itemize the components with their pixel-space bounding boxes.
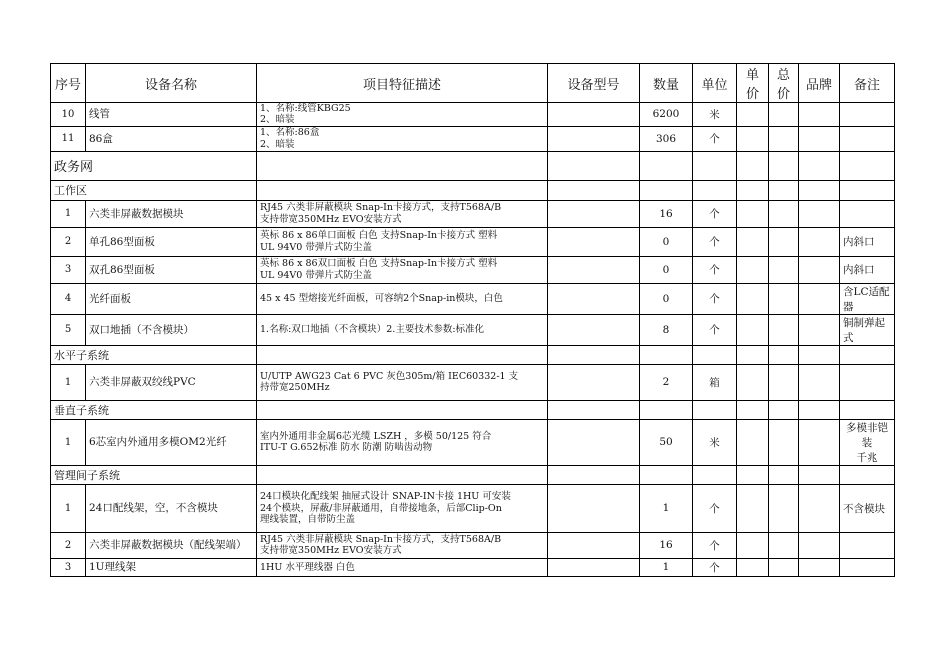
- seq-cell: 10: [51, 103, 86, 127]
- model-cell: [548, 314, 640, 345]
- total-price-cell: [769, 532, 799, 558]
- remarks-cell: 铜制弹起式: [840, 314, 895, 345]
- unit-price-cell: [737, 200, 769, 227]
- total-price-cell: [769, 558, 799, 576]
- quantity-cell: 16: [640, 200, 693, 227]
- remarks-cell: [840, 345, 895, 364]
- seq-cell: 11: [51, 126, 86, 151]
- remarks-cell: 含LC适配器: [840, 283, 895, 314]
- total-price-cell: [769, 465, 799, 484]
- description-cell: 1HU 水平理线器 白色: [257, 558, 548, 576]
- brand-cell: [799, 364, 840, 400]
- unit-price-cell: [737, 180, 769, 200]
- unit-price-cell: [737, 126, 769, 151]
- brand-cell: [799, 227, 840, 256]
- seq-cell: 4: [51, 283, 86, 314]
- quantity-cell: 0: [640, 283, 693, 314]
- table-row: [51, 103, 895, 127]
- remarks-cell: [840, 558, 895, 576]
- quantity-cell: 0: [640, 227, 693, 256]
- table-row: [51, 227, 895, 256]
- description-cell: U/UTP AWG23 Cat 6 PVC 灰色305m/箱 IEC60332-1 支 持带宽250MHz: [257, 364, 548, 400]
- remarks-cell: [840, 465, 895, 484]
- quantity-cell: [640, 345, 693, 364]
- total-price-cell: [769, 103, 799, 127]
- table-row: [51, 256, 895, 283]
- quantity-cell: 0: [640, 256, 693, 283]
- seq-cell: 1: [51, 364, 86, 400]
- device-name-cell: 双口地插（不含模块）: [86, 314, 257, 345]
- model-cell: [548, 484, 640, 532]
- brand-cell: [799, 200, 840, 227]
- brand-cell: [799, 151, 840, 180]
- remarks-cell: 内斜口: [840, 256, 895, 283]
- table-body: [51, 103, 895, 577]
- model-cell: [548, 103, 640, 127]
- table-row: [51, 200, 895, 227]
- description-cell: [257, 400, 548, 419]
- unit-cell: 个: [693, 283, 737, 314]
- brand-cell: [799, 103, 840, 127]
- description-cell: RJ45 六类非屏蔽模块 Snap-In卡接方式，支持T568A/B 支持带宽350MHz EVO安装方式: [257, 200, 548, 227]
- table-row: [51, 484, 895, 532]
- section-label: 管理间子系统: [51, 465, 257, 484]
- model-cell: [548, 532, 640, 558]
- unit-cell: 个: [693, 314, 737, 345]
- unit-price-cell: [737, 400, 769, 419]
- unit-cell: [693, 180, 737, 200]
- total-price-cell: [769, 151, 799, 180]
- total-price-cell: [769, 227, 799, 256]
- remarks-cell: 内斜口: [840, 227, 895, 256]
- remarks-cell: [840, 151, 895, 180]
- description-cell: 1.名称:双口地插（不含模块）2.主要技术参数:标准化: [257, 314, 548, 345]
- description-cell: RJ45 六类非屏蔽模块 Snap-In卡接方式，支持T568A/B 支持带宽350MHz EVO安装方式: [257, 532, 548, 558]
- remarks-cell: [840, 364, 895, 400]
- header-seq: 序号: [51, 64, 86, 103]
- description-cell: 1、名称:线管KBG25 2、暗装: [257, 103, 548, 127]
- model-cell: [548, 465, 640, 484]
- description-cell: 英标 86 x 86双口面板 白色 支持Snap-In卡接方式 塑料 UL 94V0 带弹片式防尘盖: [257, 256, 548, 283]
- unit-price-cell: [737, 314, 769, 345]
- unit-cell: 个: [693, 200, 737, 227]
- total-price-cell: [769, 283, 799, 314]
- table-row: [51, 419, 895, 465]
- device-name-cell: 双孔86型面板: [86, 256, 257, 283]
- remarks-cell: [840, 103, 895, 127]
- unit-cell: 个: [693, 256, 737, 283]
- brand-cell: [799, 345, 840, 364]
- model-cell: [548, 151, 640, 180]
- seq-cell: 2: [51, 532, 86, 558]
- table-row: [51, 364, 895, 400]
- model-cell: [548, 558, 640, 576]
- description-cell: [257, 151, 548, 180]
- unit-cell: [693, 151, 737, 180]
- seq-cell: 2: [51, 227, 86, 256]
- total-price-cell: [769, 256, 799, 283]
- remarks-cell: [840, 400, 895, 419]
- remarks-cell: [840, 200, 895, 227]
- quantity-cell: 6200: [640, 103, 693, 127]
- unit-price-cell: [737, 227, 769, 256]
- remarks-cell: [840, 532, 895, 558]
- section-row: [51, 151, 895, 180]
- description-cell: [257, 465, 548, 484]
- unit-price-cell: [737, 345, 769, 364]
- total-price-cell: [769, 314, 799, 345]
- header-unit-price: 单价: [737, 64, 769, 103]
- quantity-cell: 8: [640, 314, 693, 345]
- header-brand: 品牌: [799, 64, 840, 103]
- seq-cell: 3: [51, 256, 86, 283]
- model-cell: [548, 283, 640, 314]
- header-remarks: 备注: [840, 64, 895, 103]
- model-cell: [548, 227, 640, 256]
- total-price-cell: [769, 200, 799, 227]
- unit-price-cell: [737, 103, 769, 127]
- description-cell: 24口模块化配线架 抽屉式设计 SNAP-IN卡接 1HU 可安装 24个模块，屏蔽/非屏蔽通用，自带接地条，后部Clip-On 理线装置，自带防尘盖: [257, 484, 548, 532]
- description-cell: 室内外通用非金属6芯光缆 LSZH ，多模 50/125 符合 ITU-T G.652标准 防水 防潮 防啮齿动物: [257, 419, 548, 465]
- header-description: 项目特征描述: [257, 64, 548, 103]
- brand-cell: [799, 283, 840, 314]
- seq-cell: 1: [51, 200, 86, 227]
- description-cell: 英标 86 x 86单口面板 白色 支持Snap-In卡接方式 塑料 UL 94V0 带弹片式防尘盖: [257, 227, 548, 256]
- unit-price-cell: [737, 256, 769, 283]
- unit-cell: 米: [693, 419, 737, 465]
- model-cell: [548, 419, 640, 465]
- unit-cell: [693, 400, 737, 419]
- model-cell: [548, 256, 640, 283]
- unit-cell: 个: [693, 227, 737, 256]
- quantity-cell: [640, 151, 693, 180]
- total-price-cell: [769, 364, 799, 400]
- total-price-cell: [769, 126, 799, 151]
- quantity-cell: [640, 400, 693, 419]
- section-label: 政务网: [51, 151, 257, 180]
- brand-cell: [799, 532, 840, 558]
- section-row: [51, 400, 895, 419]
- total-price-cell: [769, 400, 799, 419]
- unit-cell: 米: [693, 103, 737, 127]
- header-unit: 单位: [693, 64, 737, 103]
- quantity-cell: 306: [640, 126, 693, 151]
- total-price-cell: [769, 180, 799, 200]
- quantity-cell: [640, 180, 693, 200]
- unit-cell: 个: [693, 484, 737, 532]
- table-row: [51, 532, 895, 558]
- device-name-cell: 线管: [86, 103, 257, 127]
- section-label: 水平子系统: [51, 345, 257, 364]
- device-name-cell: 光纤面板: [86, 283, 257, 314]
- brand-cell: [799, 558, 840, 576]
- section-row: [51, 465, 895, 484]
- section-row: [51, 180, 895, 200]
- device-name-cell: 六类非屏蔽数据模块（配线架端）: [86, 532, 257, 558]
- brand-cell: [799, 465, 840, 484]
- unit-cell: 个: [693, 532, 737, 558]
- model-cell: [548, 400, 640, 419]
- equipment-table: [50, 63, 895, 577]
- unit-price-cell: [737, 484, 769, 532]
- brand-cell: [799, 419, 840, 465]
- table-row: [51, 126, 895, 151]
- unit-price-cell: [737, 283, 769, 314]
- device-name-cell: 单孔86型面板: [86, 227, 257, 256]
- brand-cell: [799, 180, 840, 200]
- unit-cell: [693, 465, 737, 484]
- quantity-cell: [640, 465, 693, 484]
- device-name-cell: 六类非屏蔽双绞线PVC: [86, 364, 257, 400]
- table-row: [51, 283, 895, 314]
- device-name-cell: 86盒: [86, 126, 257, 151]
- brand-cell: [799, 314, 840, 345]
- model-cell: [548, 180, 640, 200]
- unit-cell: [693, 345, 737, 364]
- unit-price-cell: [737, 419, 769, 465]
- unit-cell: 个: [693, 558, 737, 576]
- unit-price-cell: [737, 465, 769, 484]
- header-model: 设备型号: [548, 64, 640, 103]
- brand-cell: [799, 256, 840, 283]
- quantity-cell: 2: [640, 364, 693, 400]
- seq-cell: 3: [51, 558, 86, 576]
- brand-cell: [799, 400, 840, 419]
- model-cell: [548, 200, 640, 227]
- device-name-cell: 24口配线架，空，不含模块: [86, 484, 257, 532]
- header-total-price: 总价: [769, 64, 799, 103]
- unit-cell: 个: [693, 126, 737, 151]
- description-cell: 45 x 45 型熔接光纤面板，可容纳2个Snap-in模块，白色: [257, 283, 548, 314]
- table-row: [51, 314, 895, 345]
- device-name-cell: 六类非屏蔽数据模块: [86, 200, 257, 227]
- seq-cell: 1: [51, 419, 86, 465]
- model-cell: [548, 126, 640, 151]
- total-price-cell: [769, 484, 799, 532]
- table-row: [51, 558, 895, 576]
- description-cell: 1、名称:86盒 2、暗装: [257, 126, 548, 151]
- brand-cell: [799, 126, 840, 151]
- description-cell: [257, 345, 548, 364]
- quantity-cell: 16: [640, 532, 693, 558]
- remarks-cell: [840, 126, 895, 151]
- remarks-cell: [840, 180, 895, 200]
- model-cell: [548, 364, 640, 400]
- unit-price-cell: [737, 364, 769, 400]
- device-name-cell: 6芯室内外通用多模OM2光纤: [86, 419, 257, 465]
- total-price-cell: [769, 419, 799, 465]
- header-quantity: 数量: [640, 64, 693, 103]
- description-cell: [257, 180, 548, 200]
- seq-cell: 5: [51, 314, 86, 345]
- header-device-name: 设备名称: [86, 64, 257, 103]
- model-cell: [548, 345, 640, 364]
- header-row: [51, 64, 895, 103]
- unit-price-cell: [737, 558, 769, 576]
- section-label: 工作区: [51, 180, 257, 200]
- brand-cell: [799, 484, 840, 532]
- quantity-cell: 50: [640, 419, 693, 465]
- unit-price-cell: [737, 532, 769, 558]
- unit-cell: 箱: [693, 364, 737, 400]
- remarks-cell: 不含模块: [840, 484, 895, 532]
- section-row: [51, 345, 895, 364]
- remarks-cell: 多模非铠装 千兆: [840, 419, 895, 465]
- seq-cell: 1: [51, 484, 86, 532]
- quantity-cell: 1: [640, 484, 693, 532]
- quantity-cell: 1: [640, 558, 693, 576]
- total-price-cell: [769, 345, 799, 364]
- unit-price-cell: [737, 151, 769, 180]
- section-label: 垂直子系统: [51, 400, 257, 419]
- device-name-cell: 1U理线架: [86, 558, 257, 576]
